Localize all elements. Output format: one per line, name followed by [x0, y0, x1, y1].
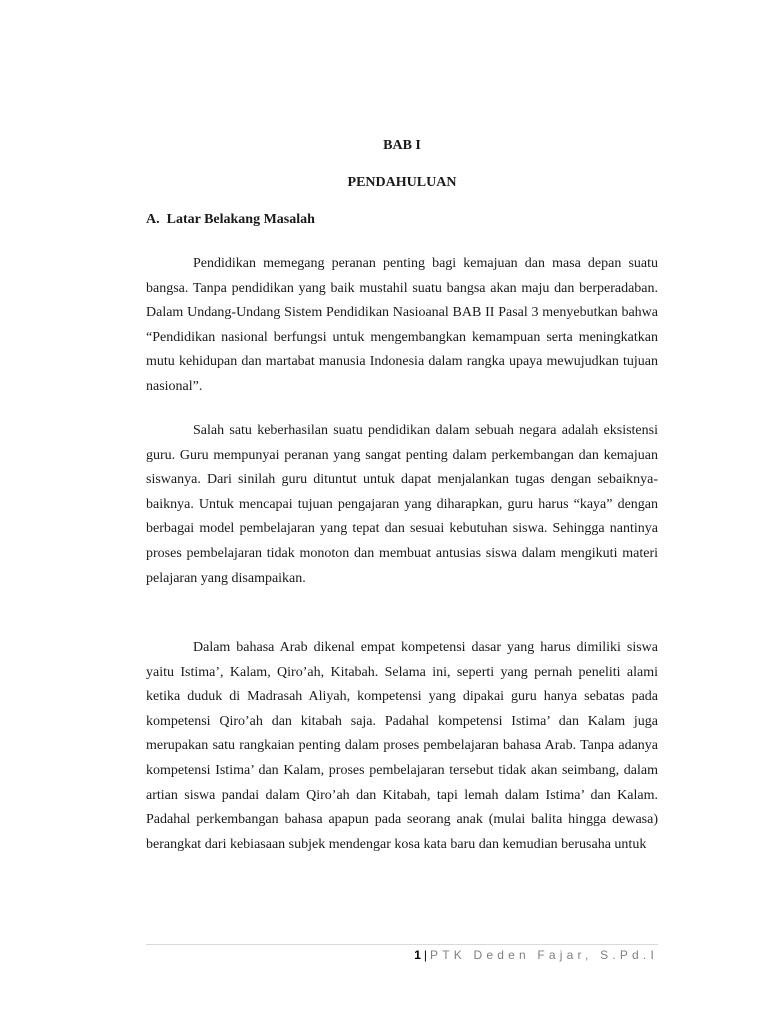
footer-separator: |: [423, 948, 427, 962]
chapter-title: PENDAHULUAN: [347, 175, 457, 190]
section-heading: A. Latar Belakang Masalah: [146, 212, 315, 227]
footer-divider: [146, 944, 658, 945]
page-number: 1: [414, 948, 421, 962]
footer-author-label: PTK Deden Fajar, S.Pd.I: [430, 948, 658, 962]
page-footer: [414, 948, 658, 962]
chapter-heading: BAB I: [383, 138, 421, 153]
paragraph: Salah satu keberhasilan suatu pendidikan dalam sebuah negara adalah eksistensi guru. Guru mempunyai peranan yang sangat penting dalam perkembangan dan kemajuan siswanya. Dari sinilah guru dituntut untuk dapat menjalankan tugas dengan sebaiknya-baiknya. Untuk mencapai tujuan pengajaran yang diharapkan, guru harus “kaya” dengan berbagai model pembelajaran yang tepat dan sesuai kebutuhan siswa. Sehingga nantinya proses pembelajaran tidak monoton dan membuat antusias siswa dalam mengikuti materi pelajaran yang disampaikan.: [146, 423, 658, 586]
paragraph: Pendidikan memegang peranan penting bagi kemajuan dan masa depan suatu bangsa. Tanpa pendidikan yang baik mustahil suatu bangsa akan maju dan berperadaban. Dalam Undang-Undang Sistem Pendidikan Nasioanal BAB II Pasal 3 menyebutkan bahwa “Pendidikan nasional berfungsi untuk mengembangkan kemampuan serta meningkatkan mutu kehidupan dan martabat manusia Indonesia dalam rangka upaya mewujudkan tujuan nasional”.: [146, 256, 658, 394]
paragraph: Dalam bahasa Arab dikenal empat kompetensi dasar yang harus dimiliki siswa yaitu Istima’, Kalam, Qiro’ah, Kitabah. Selama ini, seperti yang pernah peneliti alami ketika duduk di Madrasah Aliyah, kompetensi yang dipakai guru hanya sebatas pada kompetensi Qiro’ah dan kitabah saja. Padahal kompetensi Istima’ dan Kalam juga merupakan satu rangkaian penting dalam proses pembelajaran bahasa Arab. Tanpa adanya kompetensi Istima’ dan Kalam, proses pembelajaran tersebut tidak akan seimbang, dalam artian siswa pandai dalam Qiro’ah dan Kitabah, tapi lemah dalam Istima’ dan Kalam. Padahal perkembangan bahasa apapun pada seorang anak (mulai balita hingga dewasa) berangkat dari kebiasaan subjek mendengar kosa kata baru dan kemudian berusaha untuk: [146, 640, 658, 852]
